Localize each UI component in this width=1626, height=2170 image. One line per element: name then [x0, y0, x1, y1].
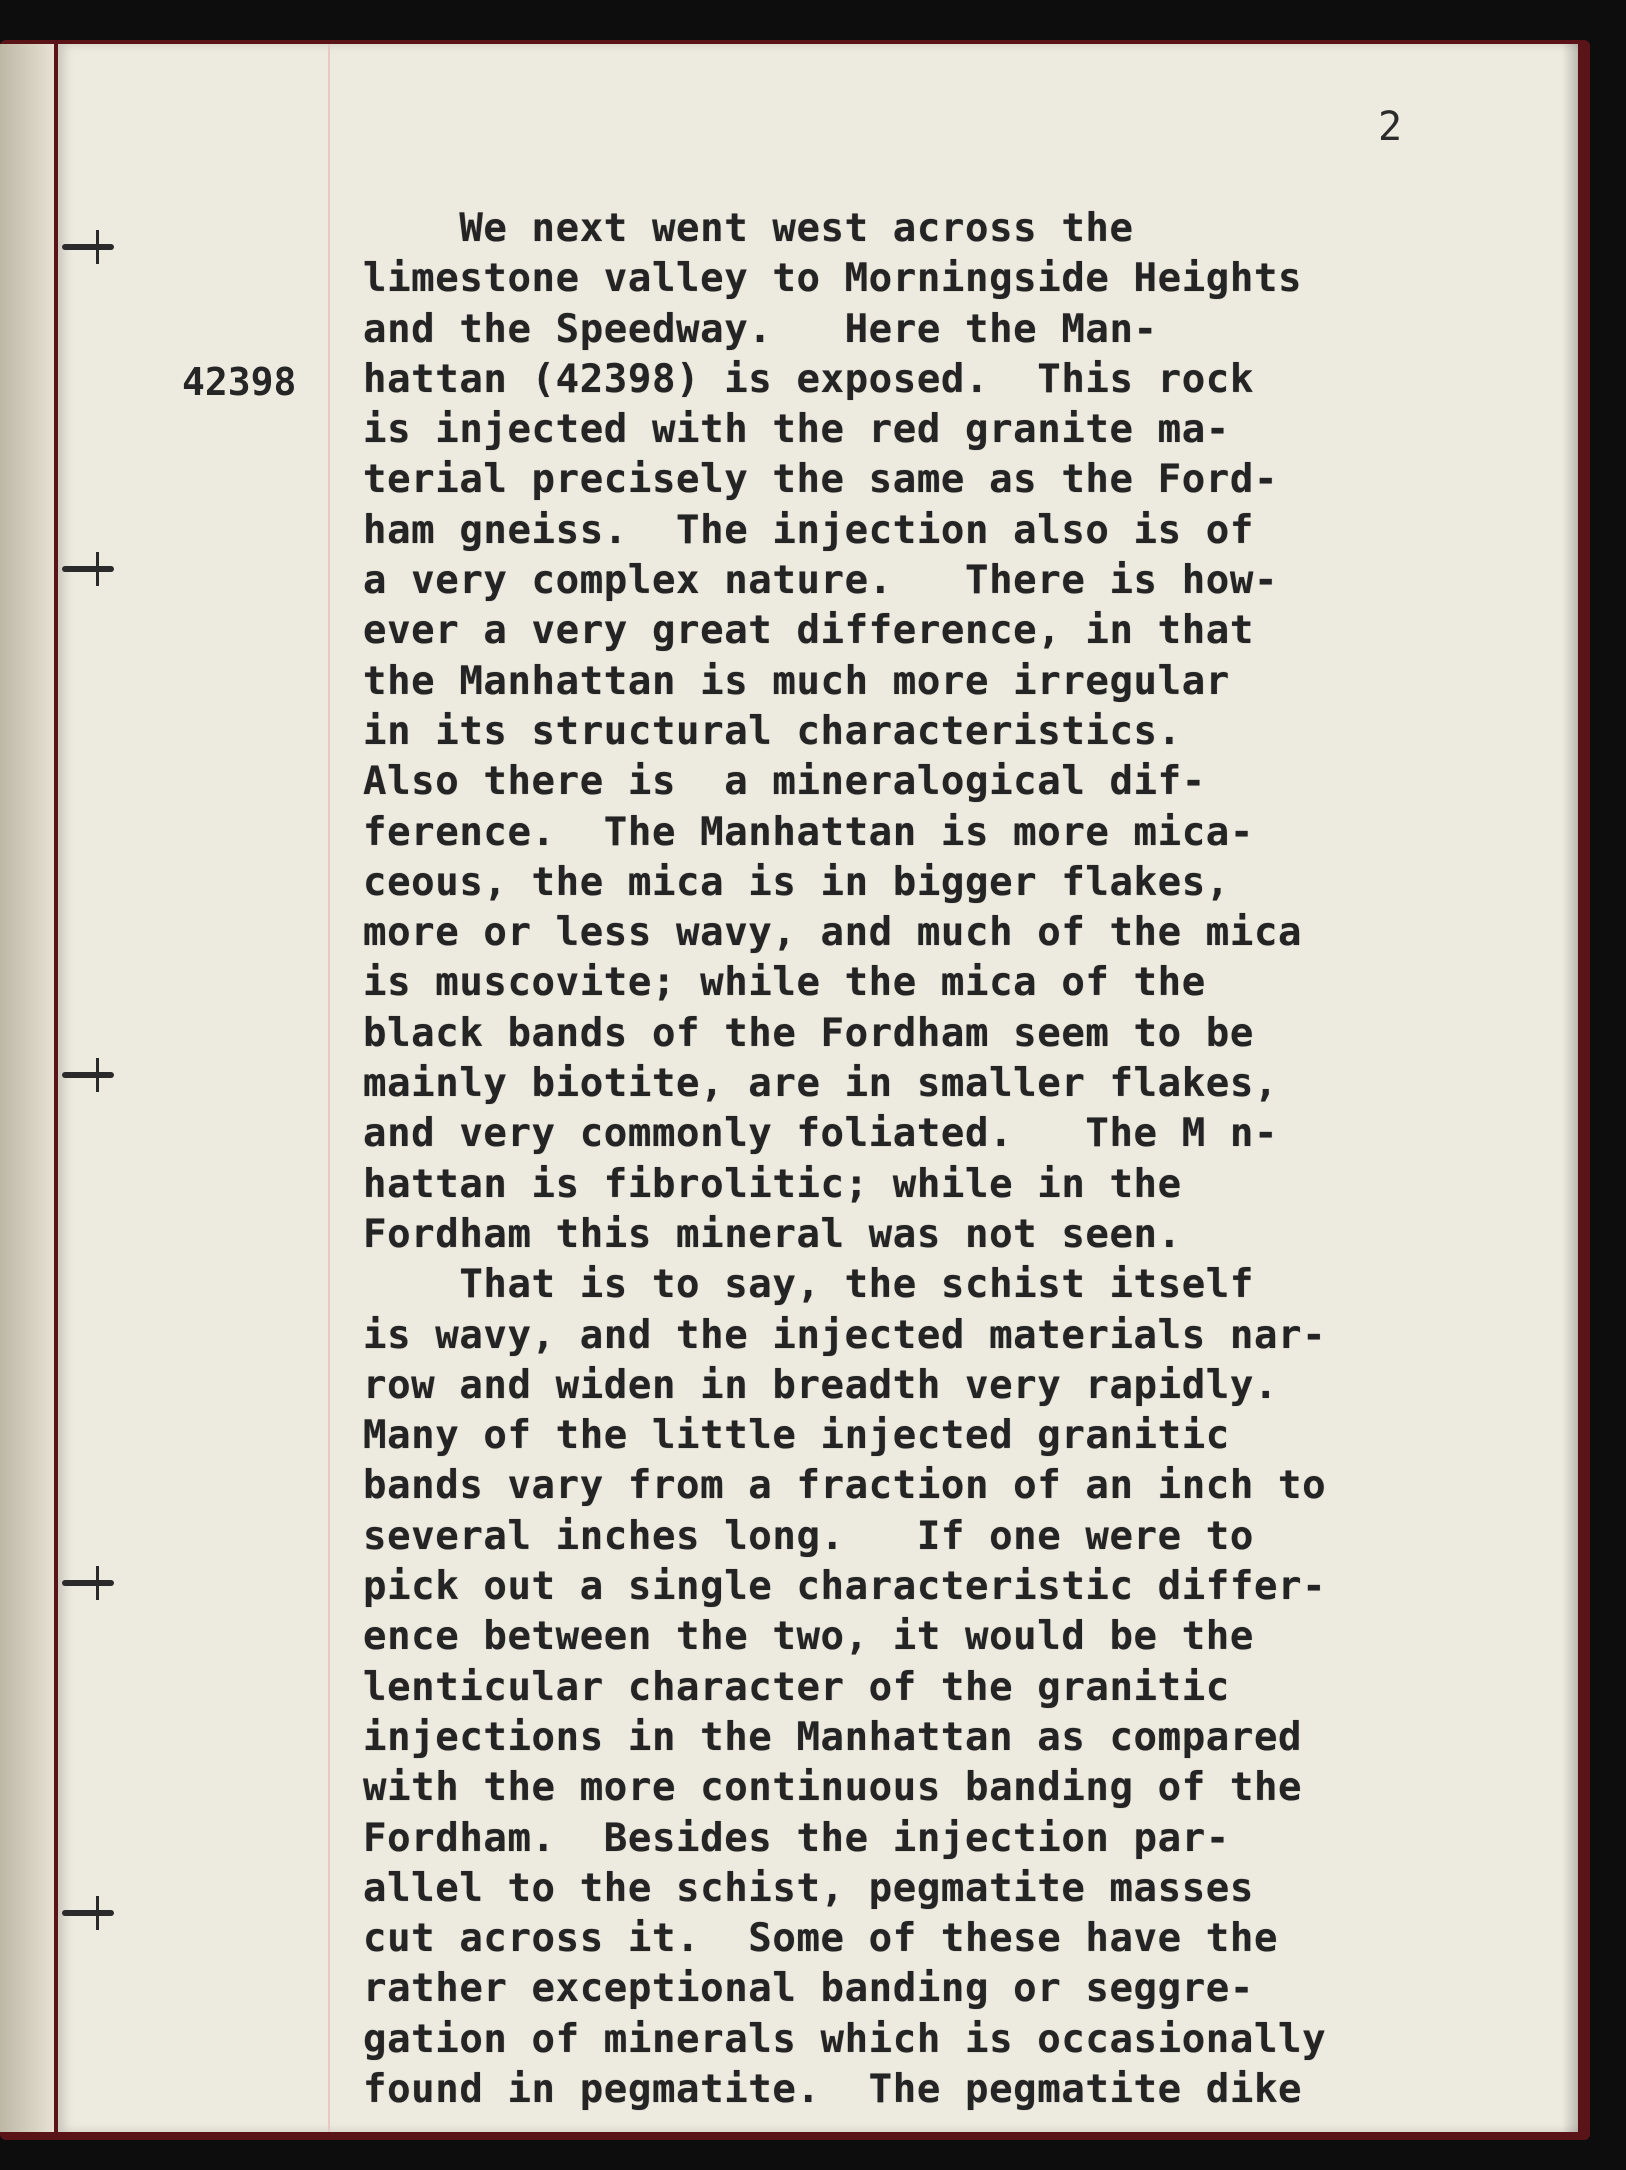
text-line: injections in the Manhattan as compared: [363, 1714, 1303, 1760]
binder-ring-icon: [62, 1910, 114, 1916]
notebook-page: [58, 44, 1578, 2132]
previous-page-edge: [0, 44, 54, 2132]
text-line: hattan (42398) is exposed. This rock: [363, 356, 1254, 402]
text-line: ever a very great difference, in that: [363, 608, 1254, 654]
text-line: in its structural characteristics.: [363, 708, 1182, 754]
binder-ring-icon: [62, 244, 114, 250]
text-line: ence between the two, it would be the: [363, 1614, 1254, 1660]
text-line: rather exceptional banding or seggre-: [363, 1966, 1254, 2012]
text-line: limestone valley to Morningside Heights: [363, 256, 1303, 302]
text-line: row and widen in breadth very rapidly.: [363, 1362, 1279, 1408]
text-line: That is to say, the schist itself: [363, 1262, 1254, 1308]
text-line: is injected with the red granite ma-: [363, 407, 1230, 453]
page-number: 2: [1378, 104, 1403, 150]
text-line: Many of the little injected granitic: [363, 1413, 1230, 1459]
binder-ring-icon: [62, 1580, 114, 1586]
text-line: lenticular character of the granitic: [363, 1664, 1230, 1710]
text-line: Fordham this mineral was not seen.: [363, 1211, 1182, 1257]
text-line: is muscovite; while the mica of the: [363, 960, 1206, 1006]
margin-specimen-number: 42398: [182, 360, 297, 404]
text-line: We next went west across the: [363, 206, 1134, 251]
text-line: gation of minerals which is occasionally: [363, 2016, 1327, 2062]
text-line: ham gneiss. The injection also is of: [363, 507, 1254, 553]
text-line: ference. The Manhattan is more mica-: [363, 809, 1254, 855]
text-line: and the Speedway. Here the Man-: [363, 306, 1158, 352]
text-line: black bands of the Fordham seem to be: [363, 1010, 1254, 1056]
text-line: with the more continuous banding of the: [363, 1765, 1303, 1811]
text-line: terial precisely the same as the Ford-: [363, 457, 1279, 503]
text-line: more or less wavy, and much of the mica: [363, 910, 1303, 956]
typed-body-text: [363, 204, 1623, 2115]
text-line: Also there is a mineralogical dif-: [363, 759, 1206, 805]
text-line: is wavy, and the injected materials nar-: [363, 1312, 1327, 1358]
text-line: pick out a single characteristic differ-: [363, 1564, 1327, 1610]
text-line: several inches long. If one were to: [363, 1513, 1254, 1559]
text-line: ceous, the mica is in bigger flakes,: [363, 859, 1230, 905]
binder-ring-icon: [62, 566, 114, 572]
text-line: a very complex nature. There is how-: [363, 558, 1279, 604]
text-line: and very commonly foliated. The M n-: [363, 1111, 1279, 1157]
text-line: Fordham. Besides the injection par-: [363, 1815, 1230, 1861]
text-line: allel to the schist, pegmatite masses: [363, 1865, 1254, 1911]
text-line: cut across it. Some of these have the: [363, 1916, 1279, 1962]
text-line: found in pegmatite. The pegmatite dike: [363, 2066, 1303, 2112]
text-line: bands vary from a fraction of an inch to: [363, 1463, 1327, 1509]
margin-rule: [328, 44, 330, 2132]
text-line: mainly biotite, are in smaller flakes,: [363, 1061, 1279, 1107]
text-line: the Manhattan is much more irregular: [363, 658, 1230, 704]
binder-ring-icon: [62, 1072, 114, 1078]
text-line: hattan is fibrolitic; while in the: [363, 1161, 1182, 1207]
